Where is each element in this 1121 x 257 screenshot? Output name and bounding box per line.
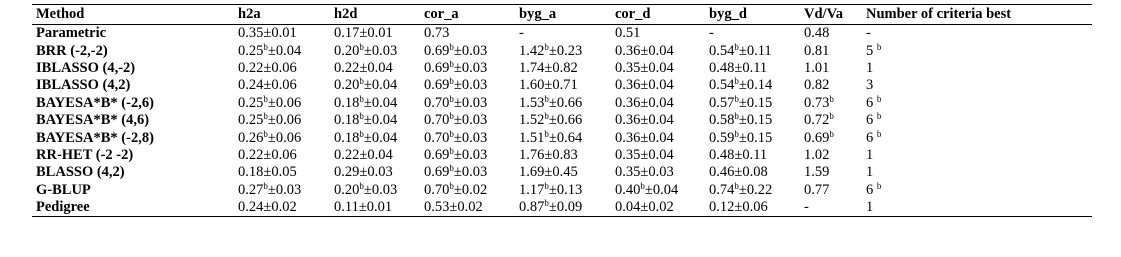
cell-h2d: 0.29±0.03 (334, 164, 393, 181)
cell-criteria-best: 6 $^b$ (866, 180, 882, 198)
table-row (32, 112, 1092, 129)
cell-vd-va: 0.69$^b$ (804, 128, 834, 146)
cell-vd-va: 0.73$^b$ (804, 93, 834, 111)
cell-vd-va: 1.02 (804, 146, 830, 163)
cell-byg-a: 1.60±0.71 (519, 77, 578, 94)
cell-criteria-best: 5 $^b$ (866, 41, 882, 59)
header-method: Method (32, 5, 234, 25)
cell-criteria-best: 6 $^b$ (866, 128, 882, 146)
cell-method: Parametric (36, 25, 107, 42)
cell-cor-d: 0.35±0.03 (615, 164, 674, 181)
cell-criteria-best: 1 (866, 164, 874, 181)
cell-method: Pedigree (32, 199, 234, 217)
cell-cor-d: 0.36±0.04 (615, 129, 674, 146)
header-cor-a: cor_a (420, 5, 515, 25)
cell-byg-d: 0.12±0.06 (705, 199, 800, 217)
cell-vd-va: 1.01 (804, 59, 830, 76)
cell-h2d: 0.22±0.04 (334, 146, 393, 163)
table-row (32, 77, 1092, 94)
cell-vd-va: 0.81 (804, 42, 830, 59)
cell-cor-d: 0.36±0.04 (615, 94, 674, 111)
cell-byg-a: 0.87$^b$±0.09 (515, 199, 611, 217)
cell-byg-d: 0.57$^b$±0.15 (709, 93, 773, 111)
cell-method: BAYESA*B* (4,6) (36, 112, 150, 129)
cell-cor-a: 0.53±0.02 (420, 199, 515, 217)
results-table (32, 4, 1092, 217)
cell-byg-d: 0.59$^b$±0.15 (709, 128, 773, 146)
cell-h2a: 0.24±0.06 (238, 77, 297, 94)
cell-method: IBLASSO (4,-2) (36, 59, 136, 76)
cell-cor-d: 0.36±0.04 (615, 77, 674, 94)
cell-vd-va: 0.48 (804, 25, 830, 42)
cell-cor-a: 0.70$^b$±0.03 (424, 128, 488, 146)
cell-vd-va: 0.77 (804, 181, 830, 198)
cell-cor-d: 0.51 (615, 25, 641, 42)
cell-byg-d: - (709, 25, 714, 42)
cell-criteria-best: 1 (866, 59, 874, 76)
cell-byg-a: 1.42$^b$±0.23 (519, 41, 583, 59)
cell-h2d: 0.11±0.01 (330, 199, 420, 217)
cell-cor-d: 0.35±0.04 (615, 59, 674, 76)
cell-byg-d: 0.74$^b$±0.22 (709, 180, 773, 198)
table-row (32, 199, 1092, 217)
cell-h2a: 0.27$^b$±0.03 (238, 180, 302, 198)
cell-byg-d: 0.46±0.08 (709, 164, 768, 181)
cell-h2d: 0.18$^b$±0.04 (334, 111, 398, 129)
cell-cor-a: 0.69$^b$±0.03 (424, 145, 488, 163)
cell-cor-d: 0.36±0.04 (615, 42, 674, 59)
header-byg-d: byg_d (705, 5, 800, 25)
cell-criteria-best: 6 $^b$ (866, 111, 882, 129)
cell-h2d: 0.20$^b$±0.03 (334, 180, 398, 198)
cell-h2d: 0.18$^b$±0.04 (334, 128, 398, 146)
cell-method: BRR (-2,-2) (36, 42, 108, 59)
cell-method: RR-HET (-2 -2) (36, 146, 134, 163)
header-row (32, 5, 1092, 25)
cell-byg-d: 0.48±0.11 (709, 59, 768, 76)
cell-byg-d: 0.54$^b$±0.14 (709, 76, 773, 94)
cell-vd-va: 0.72$^b$ (804, 111, 834, 129)
cell-method: IBLASSO (4,2) (36, 77, 131, 94)
cell-cor-d: 0.40$^b$±0.04 (615, 180, 679, 198)
cell-byg-a: 1.17$^b$±0.13 (519, 180, 583, 198)
cell-h2d: 0.17±0.01 (334, 25, 393, 42)
cell-h2d: 0.18$^b$±0.04 (334, 93, 398, 111)
header-h2d: h2d (330, 5, 420, 25)
cell-criteria-best: 1 (862, 199, 1092, 217)
cell-h2d: 0.20$^b$±0.03 (334, 41, 398, 59)
table-row (32, 182, 1092, 199)
cell-cor-a: 0.70$^b$±0.03 (424, 93, 488, 111)
cell-criteria-best: 6 $^b$ (866, 93, 882, 111)
cell-byg-a: 1.52$^b$±0.66 (519, 111, 583, 129)
cell-byg-a: 1.53$^b$±0.66 (519, 93, 583, 111)
cell-cor-a: 0.69$^b$±0.03 (424, 76, 488, 94)
cell-vd-va: 0.82 (804, 77, 830, 94)
table-row (32, 60, 1092, 77)
cell-byg-a: 1.69±0.45 (519, 164, 578, 181)
cell-method: BAYESA*B* (-2,6) (36, 94, 154, 111)
cell-byg-a: 1.51$^b$±0.64 (519, 128, 583, 146)
table-row (32, 42, 1092, 59)
cell-h2a: 0.25$^b$±0.06 (238, 111, 302, 129)
cell-vd-va: - (800, 199, 862, 217)
table-row (32, 129, 1092, 146)
cell-cor-a: 0.69$^b$±0.03 (424, 58, 488, 76)
cell-criteria-best: 1 (866, 146, 874, 163)
cell-cor-d: 0.36±0.04 (615, 112, 674, 129)
header-h2a: h2a (234, 5, 330, 25)
cell-h2a: 0.22±0.06 (238, 146, 297, 163)
cell-cor-d: 0.35±0.04 (615, 146, 674, 163)
cell-cor-a: 0.73 (424, 25, 450, 42)
cell-h2a: 0.25$^b$±0.04 (238, 41, 302, 59)
cell-h2a: 0.22±0.06 (238, 59, 297, 76)
cell-cor-a: 0.69$^b$±0.03 (424, 41, 488, 59)
cell-cor-a: 0.70$^b$±0.03 (424, 111, 488, 129)
header-byg-a: byg_a (515, 5, 611, 25)
cell-h2a: 0.35±0.01 (238, 25, 297, 42)
cell-h2d: 0.20$^b$±0.04 (334, 76, 398, 94)
cell-cor-d: 0.04±0.02 (611, 199, 705, 217)
header-vd-va: Vd/Va (800, 5, 862, 25)
header-criteria-best: Number of criteria best (862, 5, 1092, 25)
cell-cor-a: 0.70$^b$±0.02 (424, 180, 488, 198)
cell-cor-a: 0.69$^b$±0.03 (424, 163, 488, 181)
cell-h2a: 0.24±0.02 (234, 199, 330, 217)
table-header (32, 5, 1092, 25)
cell-byg-a: - (519, 25, 524, 42)
cell-byg-d: 0.58$^b$±0.15 (709, 111, 773, 129)
cell-method: BAYESA*B* (-2,8) (36, 129, 154, 146)
cell-h2a: 0.26$^b$±0.06 (238, 128, 302, 146)
cell-h2d: 0.22±0.04 (334, 59, 393, 76)
cell-method: G-BLUP (36, 181, 91, 198)
cell-h2a: 0.18±0.05 (238, 164, 297, 181)
cell-criteria-best: - (866, 25, 871, 42)
cell-byg-d: 0.48±0.11 (709, 146, 768, 163)
cell-vd-va: 1.59 (804, 164, 830, 181)
table-row (32, 147, 1092, 164)
cell-h2a: 0.25$^b$±0.06 (238, 93, 302, 111)
cell-byg-a: 1.76±0.83 (519, 146, 578, 163)
table-row (32, 95, 1092, 112)
cell-byg-d: 0.54$^b$±0.11 (709, 41, 772, 59)
table-row (32, 25, 1092, 43)
table-body (32, 25, 1092, 217)
cell-criteria-best: 3 (866, 77, 874, 94)
cell-byg-a: 1.74±0.82 (519, 59, 578, 76)
cell-method: BLASSO (4,2) (36, 164, 125, 181)
table-row (32, 164, 1092, 181)
header-cor-d: cor_d (611, 5, 705, 25)
